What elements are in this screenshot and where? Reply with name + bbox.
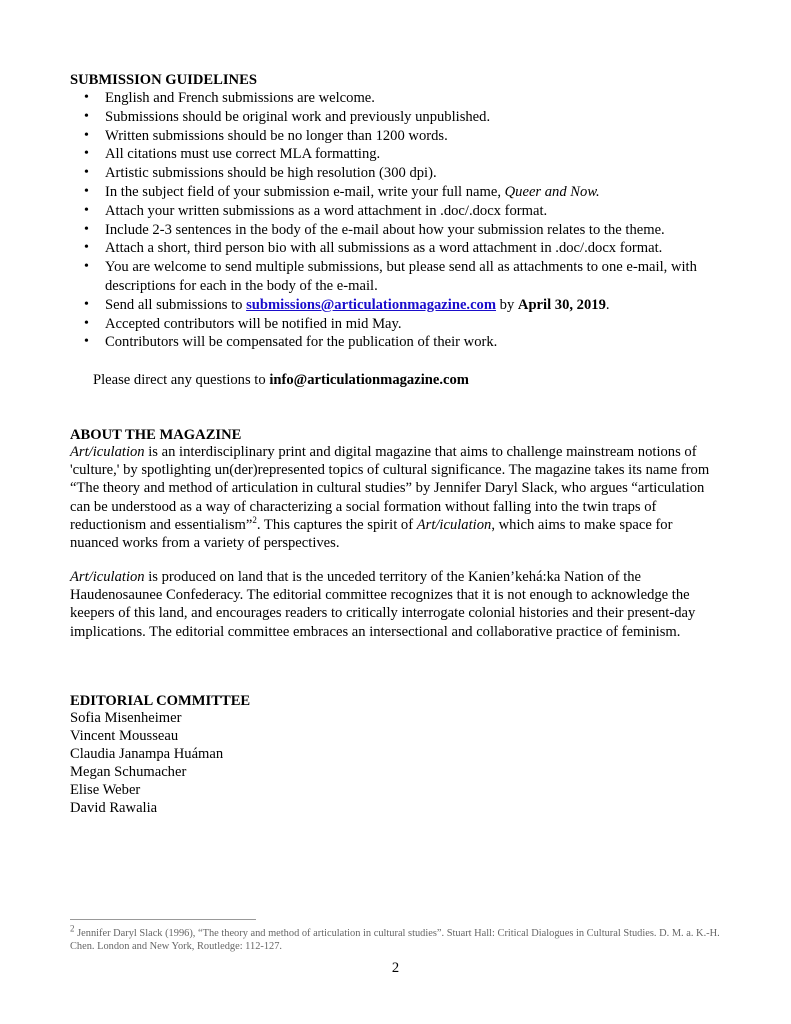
committee-member: Vincent Mousseau bbox=[70, 728, 179, 744]
list-item bbox=[70, 145, 730, 164]
list-item bbox=[70, 108, 730, 127]
guideline-text: Send all submissions to bbox=[105, 296, 247, 313]
list-item bbox=[70, 315, 730, 334]
about-paragraph-2 bbox=[70, 568, 724, 641]
guideline-text: Written submissions should be no longer than 1200 words. bbox=[105, 127, 448, 144]
deadline-date: April 30, 2019 bbox=[517, 296, 606, 313]
list-item bbox=[70, 258, 730, 296]
paragraph-text: . This captures the spirit of bbox=[256, 516, 417, 533]
list-item bbox=[70, 164, 730, 183]
guideline-text: Contributors will be compensated for the publication of their work. bbox=[105, 334, 498, 351]
footnote-divider bbox=[70, 919, 256, 920]
guideline-text: Attach your written submissions as a word attachment in .doc/.docx format. bbox=[105, 202, 548, 219]
bullet-icon: • bbox=[84, 221, 89, 237]
paragraph-text: is produced on land that is the unceded territory of the Kanien’kehá:ka Nation of the Haudenosaunee Confederacy. The editorial committee recognizes that it is not enough to acknowledge the keepers of this land, and encourages readers to critically interrogate colonial histories and their present-day implications. The editorial committee embraces an intersectional and collaborative practice of feminism. bbox=[70, 569, 696, 640]
magazine-issue-title: Queer and Now. bbox=[504, 183, 600, 200]
footnote-text: Jennifer Daryl Slack (1996), “The theory and method of articulation in cultural studies”. Stuart Hall: Critical Dialogues in Cultural Studies. D. M. a. K.-H. Chen. London and New York, Routledge: 112-127. bbox=[70, 928, 720, 952]
guideline-text: You are welcome to send multiple submissions, but please send all as attachments to one e-mail, with descriptions for each in the body of the e-mail. bbox=[105, 259, 697, 294]
list-item bbox=[70, 221, 730, 240]
list-item bbox=[70, 239, 730, 258]
guideline-text: All citations must use correct MLA formatting. bbox=[105, 146, 381, 163]
bullet-icon: • bbox=[84, 296, 89, 312]
committee-member: Claudia Janampa Huáman bbox=[70, 746, 224, 762]
bullet-icon: • bbox=[84, 127, 89, 143]
footnote-reference[interactable]: 2 bbox=[252, 514, 257, 525]
list-item bbox=[70, 333, 730, 352]
bullet-icon: • bbox=[84, 240, 89, 256]
guideline-text: . bbox=[605, 296, 610, 313]
guideline-text: Artistic submissions should be high resolution (300 dpi). bbox=[105, 165, 437, 182]
bullet-icon: • bbox=[84, 165, 89, 181]
contact-email[interactable]: info@articulationmagazine.com bbox=[269, 372, 469, 388]
about-paragraph-1 bbox=[70, 443, 724, 552]
guideline-text: English and French submissions are welcome. bbox=[105, 90, 375, 106]
committee-member: Sofia Misenheimer bbox=[70, 710, 182, 726]
guideline-text: Attach a short, third person bio with all submissions as a word attachment in .doc/.docx format. bbox=[105, 240, 663, 257]
contact-prefix: Please direct any questions to bbox=[93, 372, 270, 388]
bullet-icon: • bbox=[84, 259, 89, 275]
submissions-email-link[interactable]: submissions@articulationmagazine.com bbox=[246, 296, 497, 313]
bullet-icon: • bbox=[84, 146, 89, 162]
magazine-title: Art/iculation bbox=[70, 444, 145, 460]
bullet-icon: • bbox=[84, 90, 89, 105]
list-item bbox=[70, 127, 730, 146]
bullet-icon: • bbox=[84, 334, 89, 350]
page-number: 2 bbox=[391, 960, 400, 976]
guideline-text: In the subject field of your submission e-mail, write your full name, bbox=[105, 183, 505, 200]
bullet-icon: • bbox=[84, 108, 89, 124]
bullet-icon: • bbox=[84, 202, 89, 218]
list-item bbox=[70, 202, 730, 221]
magazine-title: Art/iculation bbox=[416, 516, 492, 533]
bullet-icon: • bbox=[84, 183, 89, 199]
footnote-number: 2 bbox=[70, 923, 75, 934]
paragraph-text: , which aims to make space for nuanced works from a variety of perspectives. bbox=[70, 516, 673, 552]
committee-list bbox=[70, 709, 223, 817]
committee-member: Megan Schumacher bbox=[70, 764, 187, 780]
footnote bbox=[70, 923, 720, 953]
guideline-text: Submissions should be original work and previously unpublished. bbox=[105, 108, 491, 125]
list-item bbox=[70, 183, 730, 202]
guidelines-list bbox=[70, 89, 730, 352]
paragraph-text: is an interdisciplinary print and digital magazine that aims to challenge mainstream notions of 'culture,' by spotlighting un(der)represented topics of cultural significance. The magazine takes its name from “The theory and method of articulation in cultural studies” by Jennifer Daryl Slack, who argues “articulation can be understood as a way of characterizing a social formation without falling into the twin traps of reductionism and essentialism” bbox=[70, 444, 710, 533]
list-item bbox=[70, 296, 730, 315]
list-item bbox=[70, 89, 730, 108]
committee-member: David Rawalia bbox=[70, 800, 158, 816]
committee-heading: EDITORIAL COMMITTEE bbox=[70, 693, 251, 709]
committee-member: Elise Weber bbox=[70, 782, 141, 798]
magazine-title: Art/iculation bbox=[70, 569, 145, 585]
guideline-text: Include 2-3 sentences in the body of the e-mail about how your submission relates to the theme. bbox=[105, 221, 665, 238]
about-heading: ABOUT THE MAGAZINE bbox=[70, 427, 242, 443]
guideline-text: by bbox=[496, 296, 518, 313]
submission-guidelines-heading: SUBMISSION GUIDELINES bbox=[70, 72, 257, 88]
guideline-text: Accepted contributors will be notified in mid May. bbox=[105, 315, 402, 332]
contact-line bbox=[93, 371, 469, 389]
bullet-icon: • bbox=[84, 315, 89, 331]
